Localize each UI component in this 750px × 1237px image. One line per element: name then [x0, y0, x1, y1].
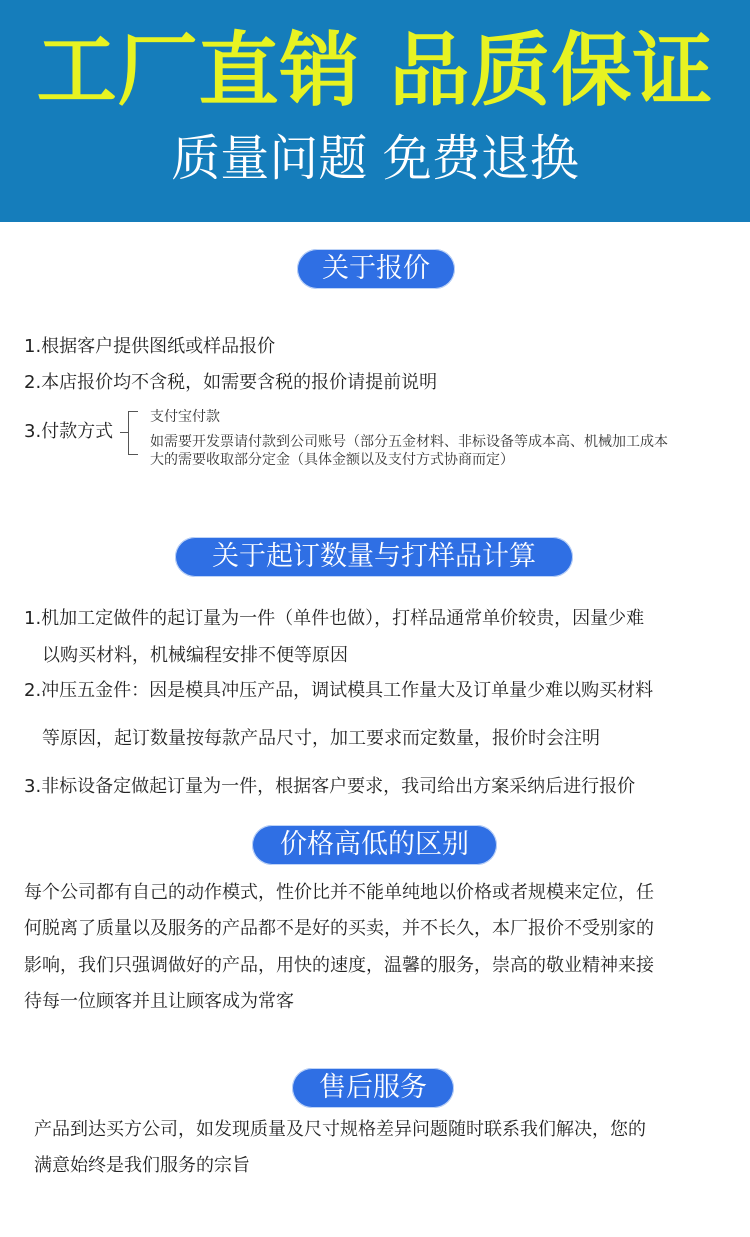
payment-bracket — [128, 411, 138, 455]
section-header-moq: 关于起订数量与打样品计算 — [175, 537, 573, 577]
price-line-1: 每个公司都有自己的动作模式，性价比并不能单纯地以价格或者规模来定位，任 — [24, 882, 654, 903]
price-line-2: 何脱离了质量以及服务的产品都不是好的买卖，并不长久，本厂报价不受别家的 — [24, 918, 654, 939]
moq-item-1-line-2: 以购买材料，机械编程安排不便等原因 — [42, 645, 348, 666]
moq-item-1-line-1: 1.机加工定做件的起订量为一件（单件也做），打样品通常单价较贵，因量少难 — [24, 608, 645, 629]
payment-bracket-tick — [120, 432, 128, 433]
section-header-after-sales: 售后服务 — [292, 1068, 454, 1108]
quote-item-1: 1.根据客户提供图纸或样品报价 — [24, 336, 276, 357]
section-header-quote: 关于报价 — [297, 249, 455, 289]
banner-subtitle: 质量问题 免费退换 — [171, 130, 579, 187]
banner-title: 工厂直销 品质保证 — [36, 24, 714, 117]
promo-banner — [0, 0, 750, 222]
quote-item-2: 2.本店报价均不含税，如需要含税的报价请提前说明 — [24, 372, 438, 393]
moq-item-2-line-1: 2.冲压五金件：因是模具冲压产品，调试模具工作量大及订单量少难以购买材料 — [24, 680, 654, 701]
section-header-price: 价格高低的区别 — [252, 825, 497, 865]
after-sales-line-1: 产品到达买方公司，如发现质量及尺寸规格差异问题随时联系我们解决，您的 — [34, 1119, 646, 1140]
price-line-4: 待每一位顾客并且让顾客成为常客 — [24, 991, 294, 1012]
payment-option-invoice-line-1: 如需要开发票请付款到公司账号（部分五金材料、非标设备等成本高、机械加工成本 — [150, 434, 668, 450]
moq-item-3: 3.非标设备定做起订量为一件，根据客户要求，我司给出方案采纳后进行报价 — [24, 776, 636, 797]
payment-option-invoice-line-2: 大的需要收取部分定金（具体金额以及支付方式协商而定） — [150, 452, 514, 468]
quote-item-3-label: 3.付款方式 — [24, 421, 114, 442]
payment-option-alipay: 支付宝付款 — [150, 409, 220, 425]
after-sales-line-2: 满意始终是我们服务的宗旨 — [34, 1155, 250, 1176]
moq-item-2-line-2: 等原因，起订数量按每款产品尺寸，加工要求而定数量，报价时会注明 — [42, 728, 600, 749]
price-line-3: 影响，我们只强调做好的产品，用快的速度，温馨的服务，崇高的敬业精神来接 — [24, 955, 654, 976]
